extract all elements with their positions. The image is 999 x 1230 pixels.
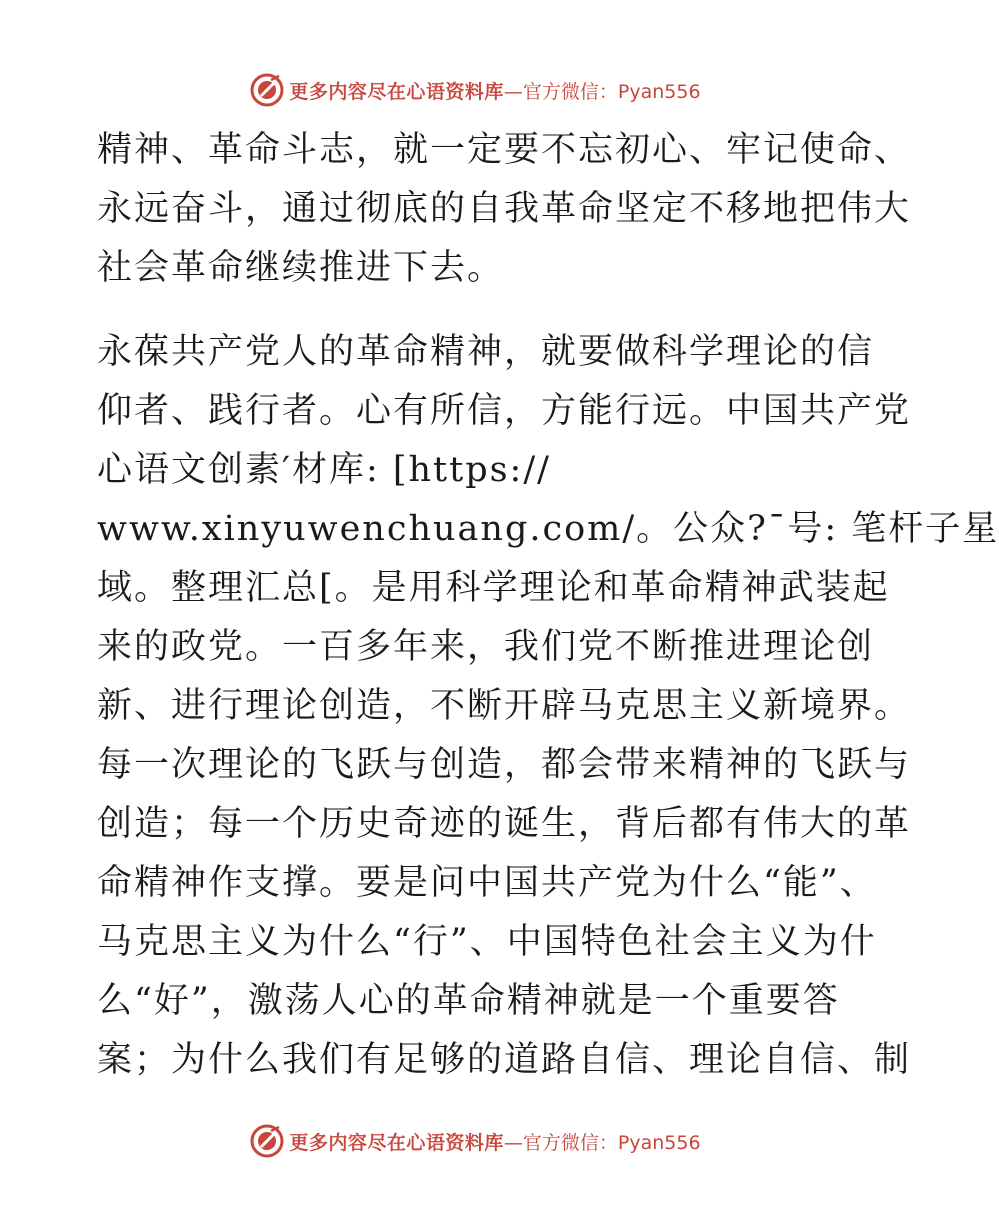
paragraph-2 bbox=[97, 323, 999, 1090]
header-site-text: 更多内容尽在心语资料库 bbox=[289, 80, 504, 103]
text-line: 命精神作支撑。要是问中国共产党为什么“能”、 bbox=[97, 863, 877, 903]
text-line: 精神、革命斗志，就一定要不忘初心、牢记使命、 bbox=[97, 130, 912, 170]
header-wechat-text: —官方微信：Pyan556 bbox=[503, 80, 701, 103]
seal-logo-icon bbox=[249, 72, 285, 108]
text-line: 域。整理汇总[。是用科学理论和革命精神武装起 bbox=[97, 568, 890, 608]
text-line: 每一次理论的飞跃与创造，都会带来精神的飞跃与 bbox=[97, 745, 912, 785]
text-line: 马克思主义为什么“行”、中国特色社会主义为什 bbox=[97, 922, 877, 962]
text-line: 么“好”，激荡人心的革命精神就是一个重要答 bbox=[97, 981, 840, 1021]
text-line: www.xinyuwenchuang.com/。公众?¯号: 笔杆子星 bbox=[97, 509, 999, 549]
document-body bbox=[97, 121, 999, 1090]
text-line: 创造；每一个历史奇迹的诞生，背后都有伟大的革 bbox=[97, 804, 912, 844]
text-line: 社会革命继续推进下去。 bbox=[97, 248, 505, 288]
paragraph-1 bbox=[97, 121, 912, 298]
text-line: 仰者、践行者。心有所信，方能行远。中国共产党 bbox=[97, 391, 912, 431]
text-line: 新、进行理论创造，不断开辟马克思主义新境界。 bbox=[97, 686, 912, 726]
text-line: 来的政党。一百多年来，我们党不断推进理论创 bbox=[97, 627, 875, 667]
text-line: 案；为什么我们有足够的道路自信、理论自信、制 bbox=[97, 1040, 912, 1080]
text-line: 永葆共产党人的革命精神，就要做科学理论的信 bbox=[97, 332, 875, 372]
text-line: 永远奋斗，通过彻底的自我革命坚定不移地把伟大 bbox=[97, 189, 912, 229]
text-line: 心语文创素′材库: [https:// bbox=[97, 450, 551, 490]
footer-wechat-text: —官方微信：Pyan556 bbox=[503, 1131, 701, 1154]
seal-logo-icon bbox=[249, 1123, 285, 1159]
footer-site-text: 更多内容尽在心语资料库 bbox=[289, 1131, 504, 1154]
footer-banner bbox=[0, 1121, 950, 1161]
paragraph-gap bbox=[97, 298, 857, 323]
header-banner bbox=[0, 70, 950, 110]
